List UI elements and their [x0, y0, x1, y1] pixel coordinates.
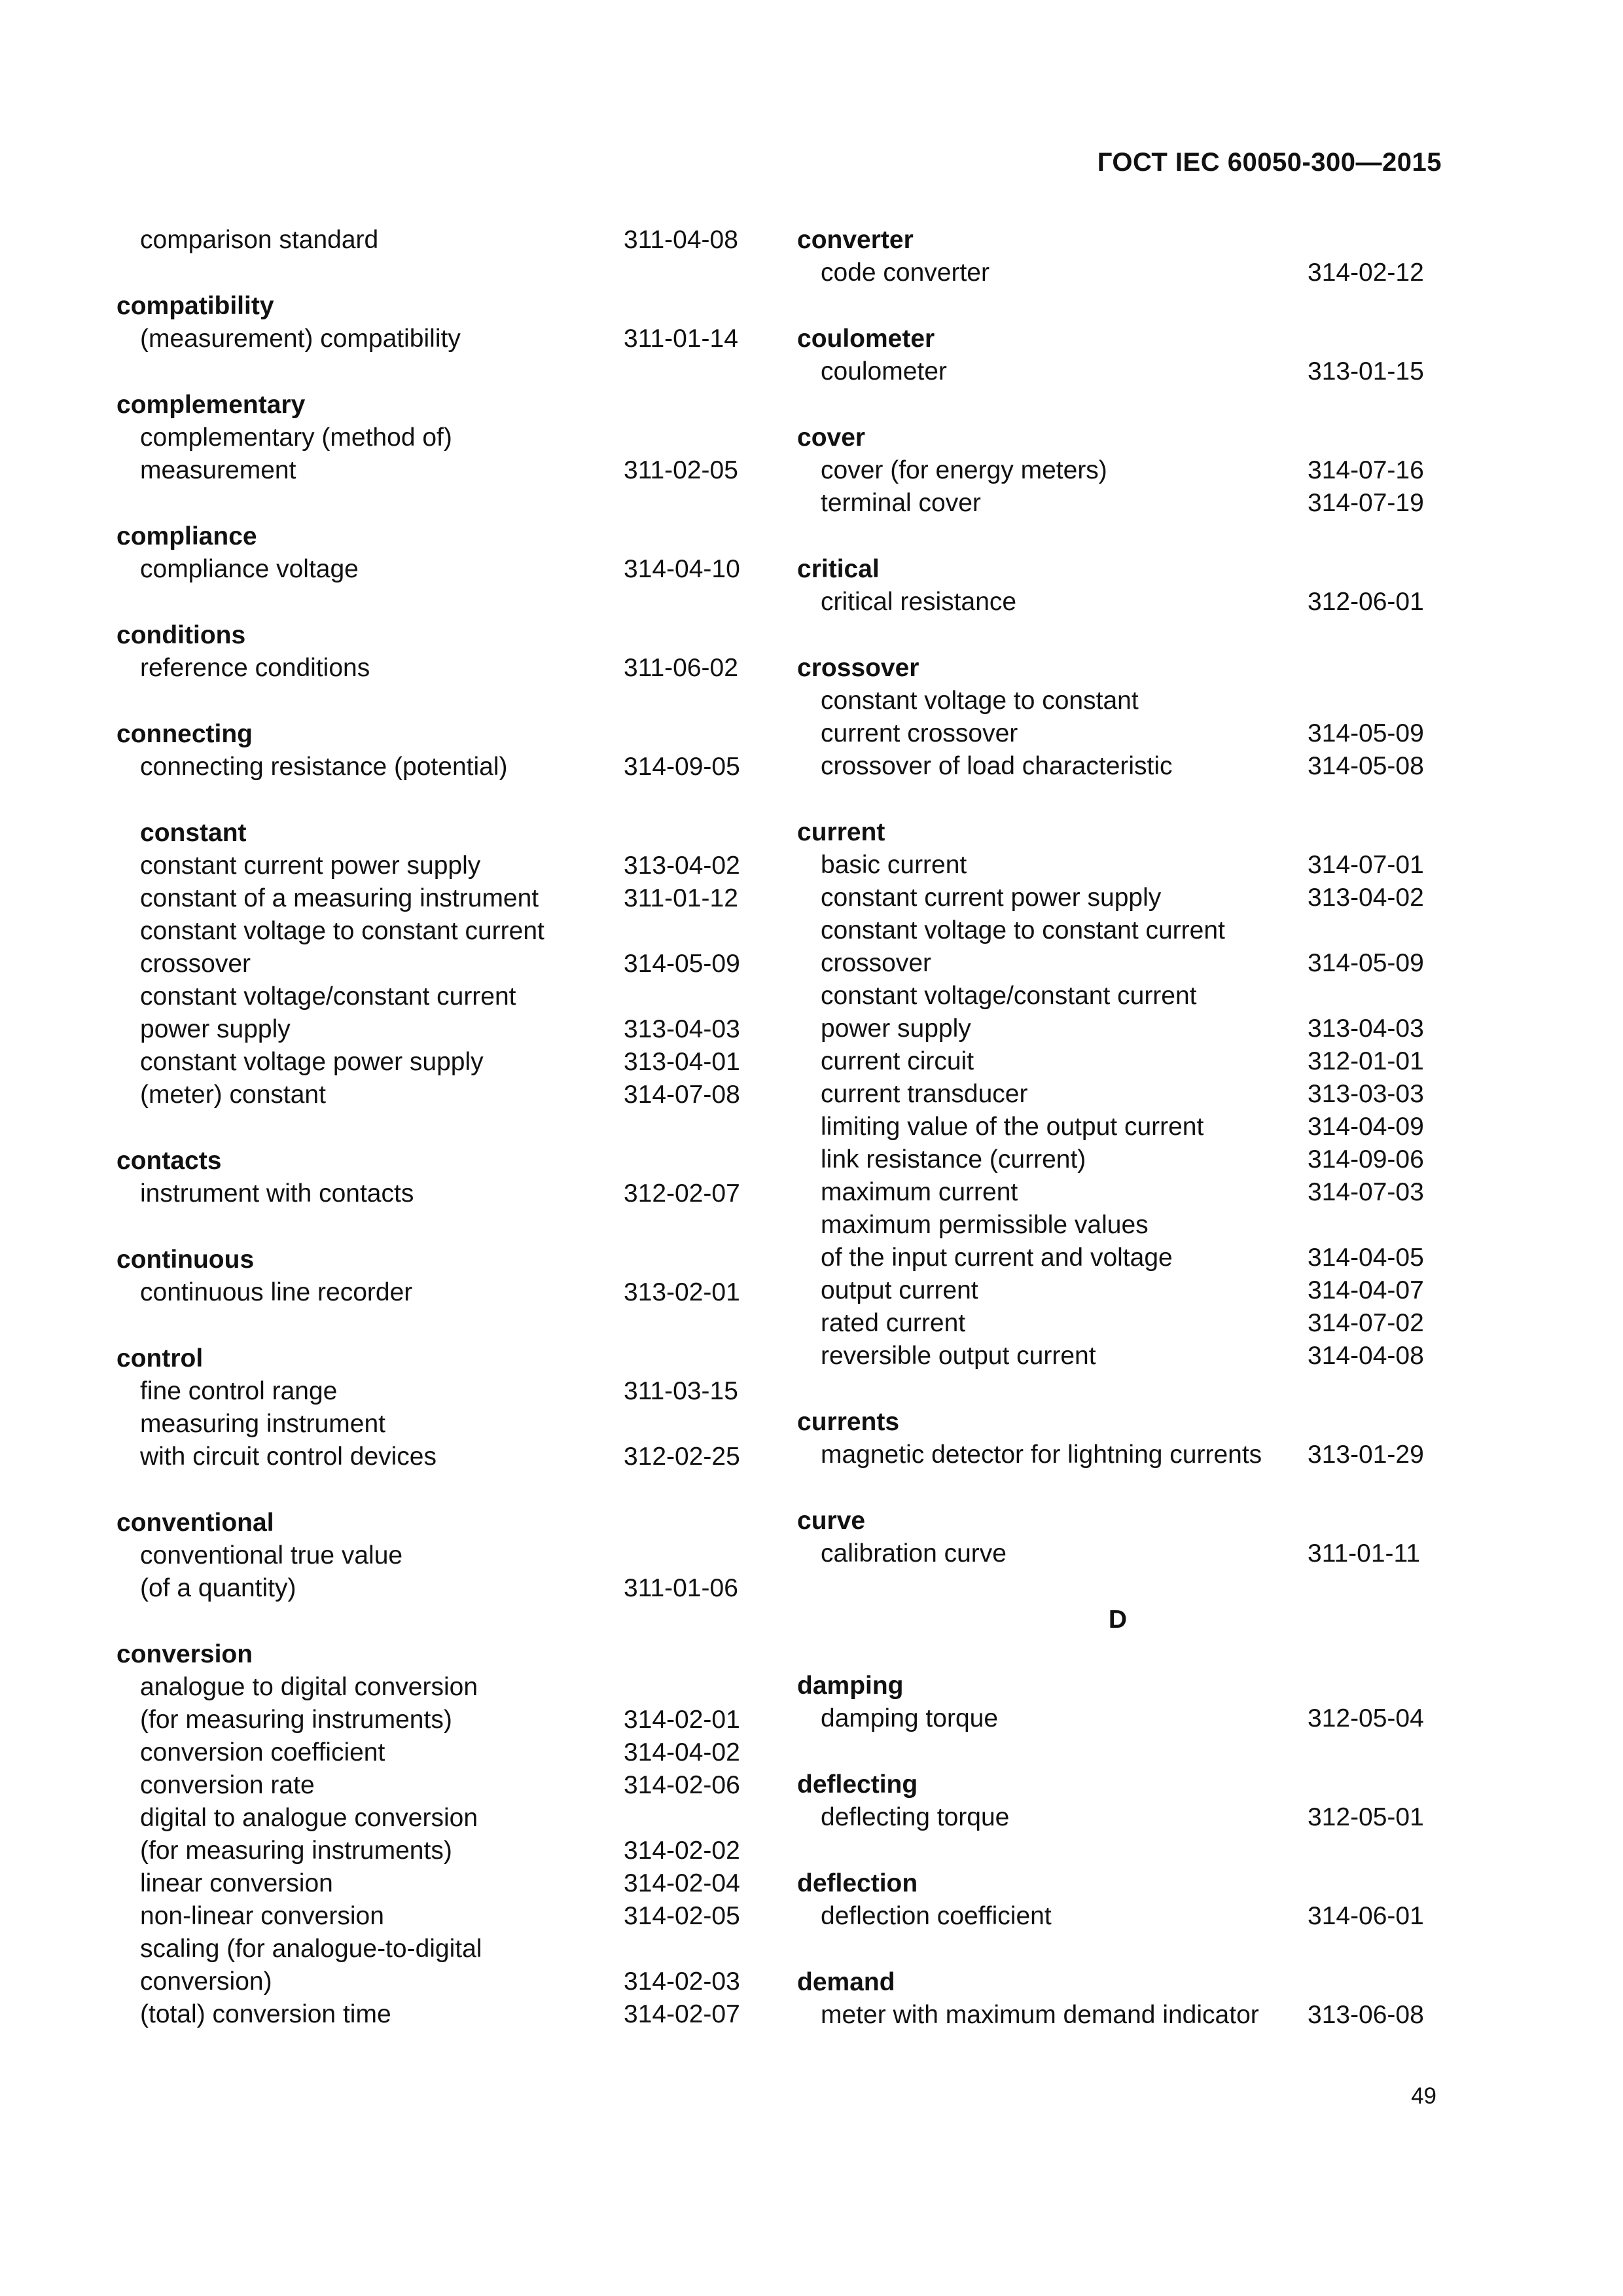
entry-term: constant voltage to constant	[821, 687, 1139, 715]
entry-term: coulometer	[821, 357, 947, 386]
entry-term: connecting resistance (potential)	[140, 753, 508, 781]
entry-term: maximum permissible values	[821, 1211, 1149, 1239]
index-entry	[116, 422, 755, 454]
index-entry	[116, 915, 755, 948]
index-entry	[116, 1572, 755, 1605]
index-entry	[116, 1965, 755, 1998]
entry-code: 313-03-03	[1308, 1080, 1424, 1108]
index-entry	[797, 1702, 1438, 1735]
entry-term: constant voltage power supply	[140, 1048, 484, 1076]
entry-code: 314-02-12	[1308, 259, 1424, 287]
index-column-left	[116, 224, 755, 2031]
entry-term: limiting value of the output current	[821, 1113, 1204, 1141]
entry-code: 313-04-02	[1308, 884, 1424, 912]
entry-code: 312-06-01	[1308, 588, 1424, 616]
entry-term: fine control range	[140, 1377, 338, 1405]
index-entry	[797, 914, 1438, 947]
index-entry	[797, 685, 1438, 717]
index-entry	[116, 323, 755, 355]
index-heading: currents	[797, 1408, 900, 1436]
index-entry	[797, 1439, 1438, 1471]
entry-term: power supply	[140, 1015, 291, 1043]
entry-term: with circuit control devices	[140, 1443, 437, 1471]
entry-term: terminal cover	[821, 489, 981, 517]
entry-term: complementary (method of)	[140, 423, 452, 452]
entry-term: linear conversion	[140, 1869, 333, 1897]
index-entry	[116, 454, 755, 487]
entry-code: 314-07-08	[624, 1081, 740, 1109]
entry-term: magnetic detector for lightning currents	[821, 1441, 1262, 1469]
entry-term: current circuit	[821, 1047, 974, 1075]
index-entry	[797, 1013, 1438, 1045]
entry-term: conversion)	[140, 1967, 272, 1996]
index-entry	[116, 652, 755, 685]
entry-term: constant voltage to constant current	[140, 917, 544, 945]
index-entry	[797, 355, 1438, 388]
index-entry	[116, 1835, 755, 1867]
index-entry	[116, 1539, 755, 1572]
index-entry	[797, 1307, 1438, 1340]
entry-term: analogue to digital conversion	[140, 1673, 478, 1701]
entry-term: meter with maximum demand indicator	[821, 2001, 1259, 2029]
index-entry	[116, 1046, 755, 1079]
index-entry	[797, 1900, 1438, 1933]
index-entry	[797, 980, 1438, 1013]
entry-term: link resistance (current)	[821, 1145, 1086, 1174]
index-entry	[116, 1375, 755, 1408]
entry-term: scaling (for analogue-to-digital	[140, 1935, 482, 1963]
index-entry	[116, 1998, 755, 2031]
entry-term: power supply	[821, 1014, 971, 1043]
entry-code: 311-04-08	[624, 226, 738, 254]
index-entry	[797, 1078, 1438, 1111]
entry-term: reference conditions	[140, 654, 370, 682]
index-entry	[116, 882, 755, 915]
entry-code: 314-05-09	[1308, 949, 1424, 977]
entry-code: 314-02-01	[624, 1706, 740, 1734]
entry-code: 314-04-07	[1308, 1276, 1424, 1304]
entry-term: rated current	[821, 1309, 966, 1337]
entry-term: comparison standard	[140, 226, 379, 254]
index-entry	[797, 750, 1438, 783]
index-entry	[797, 717, 1438, 750]
entry-term: code converter	[821, 259, 990, 287]
index-entry	[116, 1704, 755, 1736]
entry-term: (for measuring instruments)	[140, 1837, 452, 1865]
index-entry	[797, 487, 1438, 520]
index-heading: contacts	[116, 1147, 222, 1175]
index-entry	[797, 1143, 1438, 1176]
entry-code: 314-05-09	[624, 950, 740, 978]
index-entry	[116, 948, 755, 980]
entry-code: 311-01-11	[1308, 1539, 1421, 1568]
entry-code: 311-06-02	[624, 654, 738, 682]
entry-code: 314-05-09	[1308, 719, 1424, 747]
index-heading: critical	[797, 555, 880, 583]
entry-code: 311-01-12	[624, 884, 738, 912]
entry-term: basic current	[821, 851, 967, 879]
entry-term: constant current power supply	[821, 884, 1162, 912]
entry-code: 312-05-01	[1308, 1803, 1424, 1831]
index-entry	[797, 1537, 1438, 1570]
index-heading: connecting	[116, 720, 253, 748]
entry-term: (measurement) compatibility	[140, 325, 461, 353]
entry-code: 311-01-06	[624, 1574, 738, 1602]
entry-term: constant of a measuring instrument	[140, 884, 539, 912]
page-number: 49	[1411, 2083, 1436, 2109]
entry-term: (of a quantity)	[140, 1574, 296, 1602]
index-entry	[116, 1736, 755, 1769]
entry-code: 314-04-05	[1308, 1244, 1424, 1272]
index-heading: converter	[797, 226, 914, 254]
entry-code: 313-06-08	[1308, 2001, 1424, 2029]
index-entry	[797, 1111, 1438, 1143]
index-entry	[116, 1867, 755, 1900]
entry-code: 314-02-07	[624, 2000, 740, 2028]
index-heading: deflecting	[797, 1770, 918, 1799]
index-heading: current	[797, 818, 885, 846]
index-entry	[116, 224, 755, 257]
entry-term: (total) conversion time	[140, 2000, 391, 2028]
index-entry	[797, 882, 1438, 914]
entry-term: instrument with contacts	[140, 1179, 414, 1208]
entry-term: digital to analogue conversion	[140, 1804, 478, 1832]
index-heading: curve	[797, 1507, 866, 1535]
entry-code: 314-07-02	[1308, 1309, 1424, 1337]
index-entry	[116, 1177, 755, 1210]
entry-code: 312-01-01	[1308, 1047, 1424, 1075]
entry-term: constant voltage to constant current	[821, 916, 1225, 944]
index-entry	[116, 1802, 755, 1835]
index-heading: control	[116, 1344, 204, 1372]
index-heading: conventional	[116, 1509, 274, 1537]
entry-code: 314-02-05	[624, 1902, 740, 1930]
entry-term: damping torque	[821, 1704, 999, 1732]
index-heading: damping	[797, 1672, 904, 1700]
entry-code: 312-02-07	[624, 1179, 740, 1208]
index-entry	[797, 1176, 1438, 1209]
index-entry	[116, 850, 755, 882]
index-heading: compatibility	[116, 292, 274, 320]
index-entry	[797, 849, 1438, 882]
index-entry	[797, 257, 1438, 289]
entry-term: constant voltage/constant current	[140, 982, 516, 1011]
entry-code: 314-04-02	[624, 1738, 740, 1767]
index-heading: deflection	[797, 1869, 918, 1897]
index-heading: compliance	[116, 522, 257, 550]
entry-code: 314-07-03	[1308, 1178, 1424, 1206]
entry-code: 313-01-15	[1308, 357, 1424, 386]
entry-term: measurement	[140, 456, 296, 484]
entry-term: continuous line recorder	[140, 1278, 413, 1306]
entry-term: conversion coefficient	[140, 1738, 385, 1767]
entry-code: 314-09-05	[624, 753, 740, 781]
entry-term: (meter) constant	[140, 1081, 326, 1109]
index-heading: conversion	[116, 1640, 253, 1668]
entry-code: 314-06-01	[1308, 1902, 1424, 1930]
entry-term: non-linear conversion	[140, 1902, 384, 1930]
index-heading: cover	[797, 423, 866, 452]
entry-code: 314-02-04	[624, 1869, 740, 1897]
index-heading: crossover	[797, 654, 919, 682]
entry-code: 313-04-02	[624, 852, 740, 880]
entry-term: maximum current	[821, 1178, 1018, 1206]
entry-code: 314-07-16	[1308, 456, 1424, 484]
index-heading: constant	[140, 819, 247, 847]
entry-term: measuring instrument	[140, 1410, 385, 1438]
entry-term: output current	[821, 1276, 978, 1304]
entry-term: constant voltage/constant current	[821, 982, 1197, 1010]
index-entry	[116, 553, 755, 586]
entry-code: 312-02-25	[624, 1443, 740, 1471]
entry-term: crossover	[821, 949, 932, 977]
index-entry	[797, 1340, 1438, 1372]
index-heading: complementary	[116, 391, 306, 419]
entry-code: 314-07-19	[1308, 489, 1424, 517]
entry-term: critical resistance	[821, 588, 1017, 616]
index-heading: conditions	[116, 621, 246, 649]
index-entry	[797, 1242, 1438, 1274]
index-entry	[116, 1013, 755, 1046]
entry-code: 314-05-08	[1308, 752, 1424, 780]
entry-code: 313-04-03	[1308, 1014, 1424, 1043]
index-entry	[797, 1045, 1438, 1078]
index-entry	[797, 1801, 1438, 1834]
entry-code: 314-09-06	[1308, 1145, 1424, 1174]
index-column-right	[797, 224, 1438, 2032]
section-letter: D	[1108, 1605, 1128, 1634]
entry-term: compliance voltage	[140, 555, 359, 583]
entry-code: 314-07-01	[1308, 851, 1424, 879]
index-entry	[797, 1209, 1438, 1242]
index-heading: coulometer	[797, 325, 935, 353]
index-entry	[797, 454, 1438, 487]
index-entry	[116, 751, 755, 783]
entry-term: deflection coefficient	[821, 1902, 1052, 1930]
entry-code: 314-02-02	[624, 1837, 740, 1865]
index-entry	[116, 1408, 755, 1441]
entry-code: 314-04-10	[624, 555, 740, 583]
index-entry	[116, 1933, 755, 1965]
document-header: ГОСТ IEC 60050-300—2015	[1097, 148, 1442, 177]
entry-code: 311-03-15	[624, 1377, 738, 1405]
entry-term: constant current power supply	[140, 852, 481, 880]
index-entry	[797, 947, 1438, 980]
entry-code: 313-04-01	[624, 1048, 740, 1076]
entry-term: conventional true value	[140, 1541, 403, 1570]
entry-code: 313-02-01	[624, 1278, 740, 1306]
entry-code: 314-04-09	[1308, 1113, 1424, 1141]
index-entry	[116, 1769, 755, 1802]
index-entry	[116, 1276, 755, 1309]
index-heading: continuous	[116, 1246, 255, 1274]
entry-term: (for measuring instruments)	[140, 1706, 452, 1734]
index-heading: demand	[797, 1968, 895, 1996]
entry-term: reversible output current	[821, 1342, 1096, 1370]
entry-code: 313-04-03	[624, 1015, 740, 1043]
entry-term: deflecting torque	[821, 1803, 1010, 1831]
entry-term: crossover of load characteristic	[821, 752, 1173, 780]
entry-code: 311-01-14	[624, 325, 738, 353]
entry-term: current transducer	[821, 1080, 1028, 1108]
entry-term: of the input current and voltage	[821, 1244, 1173, 1272]
index-entry	[116, 1900, 755, 1933]
index-entry	[797, 586, 1438, 619]
entry-code: 314-02-03	[624, 1967, 740, 1996]
index-entry	[797, 1999, 1438, 2032]
index-entry	[116, 1079, 755, 1111]
entry-code: 314-04-08	[1308, 1342, 1424, 1370]
entry-term: current crossover	[821, 719, 1018, 747]
index-entry	[116, 1441, 755, 1473]
entry-term: calibration curve	[821, 1539, 1007, 1568]
index-entry	[116, 980, 755, 1013]
entry-code: 314-02-06	[624, 1771, 740, 1799]
entry-term: crossover	[140, 950, 251, 978]
entry-term: cover (for energy meters)	[821, 456, 1107, 484]
entry-code: 311-02-05	[624, 456, 738, 484]
index-entry	[797, 1274, 1438, 1307]
entry-term: conversion rate	[140, 1771, 315, 1799]
index-entry	[116, 1671, 755, 1704]
entry-code: 313-01-29	[1308, 1441, 1424, 1469]
entry-code: 312-05-04	[1308, 1704, 1424, 1732]
